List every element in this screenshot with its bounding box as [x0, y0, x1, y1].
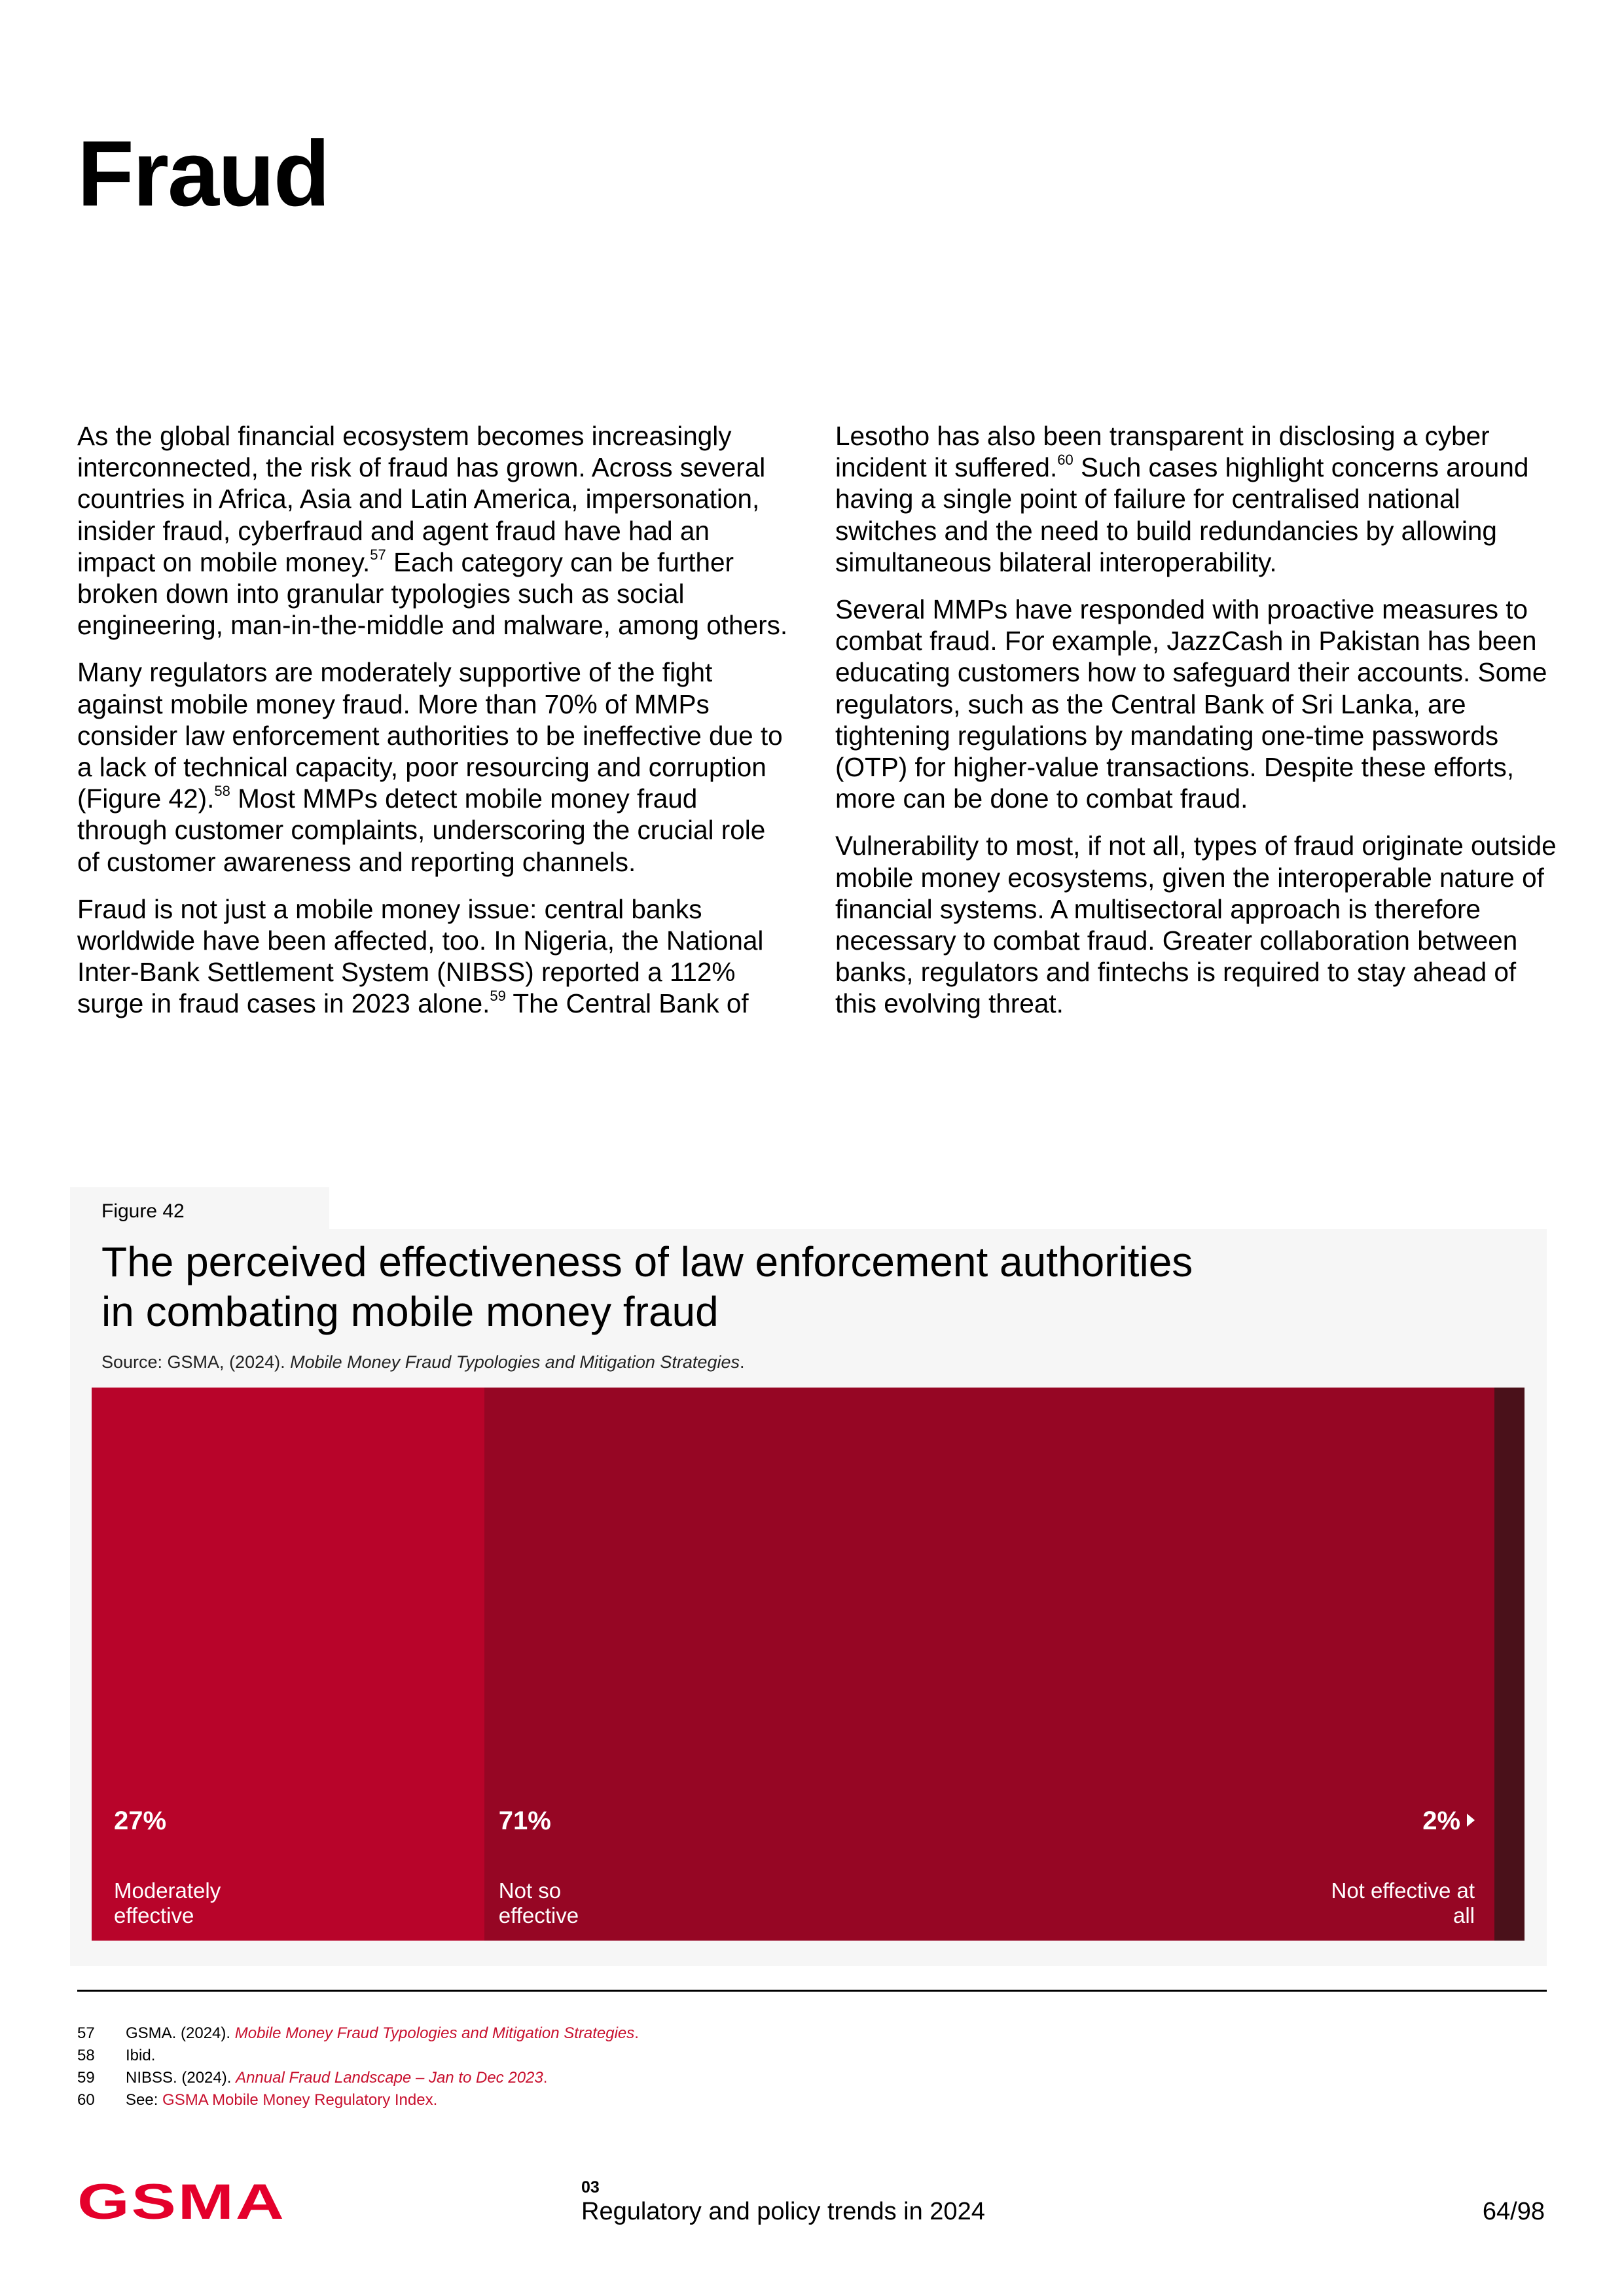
section-number: 03 — [581, 2178, 600, 2197]
footnotes — [77, 2022, 639, 2111]
paragraph: As the global financial ecosystem becomes increasingly interconnected, the risk of fraud has grown. Across several countries in Africa, Asia and Latin America, impersonation, insider fraud, cyberfraud and agent fraud have had an impact on mobile money.$^{57}$ Each category can be further broken down into granular typologies such as social engineering, man-in-the-middle and malware, among others. — [77, 421, 788, 641]
paragraph: Many regulators are moderately supportive of the fight against mobile money fraud. More than 70% of MMPs consider law enforcement authorities to be ineffective due to a lack of technical capacity, poor resourcing and corruption (Figure 42).$^{58}$ Most MMPs detect mobile money fraud through customer complaints, underscoring the crucial role of customer awareness and reporting channels. — [77, 657, 783, 877]
footnote-item: 58 Ibid. — [77, 2047, 156, 2064]
footnote-ref[interactable]: 60 — [1057, 452, 1074, 469]
footnote-item: 59 NIBSS. (2024). Annual Fraud Landscape – Jan to Dec 2023. — [77, 2069, 548, 2087]
paragraph: Fraud is not just a mobile money issue: central banks worldwide have been affected, too. In Nigeria, the National Inter-Bank Settlement System (NIBSS) reported a 112% surge in fraud cases in 2023 alone.$^{59}$ The Central Bank of — [77, 893, 764, 1019]
pointer-arrow-icon — [1467, 1814, 1475, 1827]
footnote-link[interactable]: Annual Fraud Landscape – Jan to Dec 2023 — [236, 2069, 543, 2087]
footnote-link[interactable]: Mobile Money Fraud Typologies and Mitigation Strategies — [234, 2024, 635, 2042]
bar-segment-moderately-effective — [92, 1388, 484, 1941]
page-number: 64/98 — [1482, 2198, 1545, 2225]
footnote-link[interactable]: GSMA Mobile Money Regulatory Index — [162, 2091, 433, 2109]
body-column-right — [835, 420, 1562, 1035]
paragraph: Several MMPs have responded with proactive measures to combat fraud. For example, JazzCash in Pakistan has been educating customers how to safeguard their accounts. Some regulators, such as the Central Bank of Sri Lanka, are tightening regulations by mandating one-time passwords (OTP) for higher-value transactions. Despite these efforts, more can be done to combat fraud. — [835, 594, 1547, 814]
bar-segment-not-effective-at-all — [1494, 1388, 1525, 1941]
segment-value: 27% — [114, 1806, 167, 1835]
page-title: Fraud — [77, 122, 329, 226]
bar-segment-not-so-effective — [484, 1388, 1494, 1941]
footnote-divider — [77, 1990, 1547, 1992]
segment-label: Not so effective — [498, 1878, 579, 1928]
paragraph: Lesotho has also been transparent in disclosing a cyber incident it suffered.$^{60}$ Such cases highlight concerns around having a single point of failure for centralised national switches and the need to build redundancies by allowing simultaneous bilateral interoperability. — [835, 421, 1529, 577]
section-title: Regulatory and policy trends in 2024 — [581, 2198, 985, 2225]
segment-value: 71% — [498, 1806, 551, 1835]
footnote-ref[interactable]: 58 — [214, 783, 230, 800]
gsma-logo: GSMA — [77, 2174, 286, 2230]
footnote-ref[interactable]: 59 — [490, 988, 506, 1005]
paragraph: Vulnerability to most, if not all, types of fraud originate outside mobile money ecosystems, given the interoperable nature of financial systems. A multisectoral approach is therefore necessary to combat fraud. Greater collaboration between banks, regulators and fintechs is required to stay ahead of this evolving threat. — [835, 831, 1557, 1019]
stacked-bar-chart — [92, 1388, 1525, 1941]
segment-label: Moderately effective — [114, 1878, 221, 1928]
figure-label-tab — [70, 1187, 329, 1230]
figure-label: Figure 42 — [101, 1200, 185, 1222]
body-column-left — [77, 420, 791, 1035]
footnote-ref[interactable]: 57 — [370, 546, 386, 563]
segment-label-not-effective: Not effective at all — [1331, 1878, 1475, 1928]
figure-title: The perceived effectiveness of law enforcement authorities in combating mobile money fraud — [101, 1238, 1193, 1335]
footnote-item: 57 GSMA. (2024). Mobile Money Fraud Typologies and Mitigation Strategies. — [77, 2024, 639, 2042]
segment-value-not-effective: 2% — [1422, 1806, 1475, 1836]
footnote-item: 60 See: GSMA Mobile Money Regulatory Index. — [77, 2091, 438, 2109]
figure-source: Source: GSMA, (2024). Mobile Money Fraud Typologies and Mitigation Strategies. — [101, 1352, 745, 1372]
